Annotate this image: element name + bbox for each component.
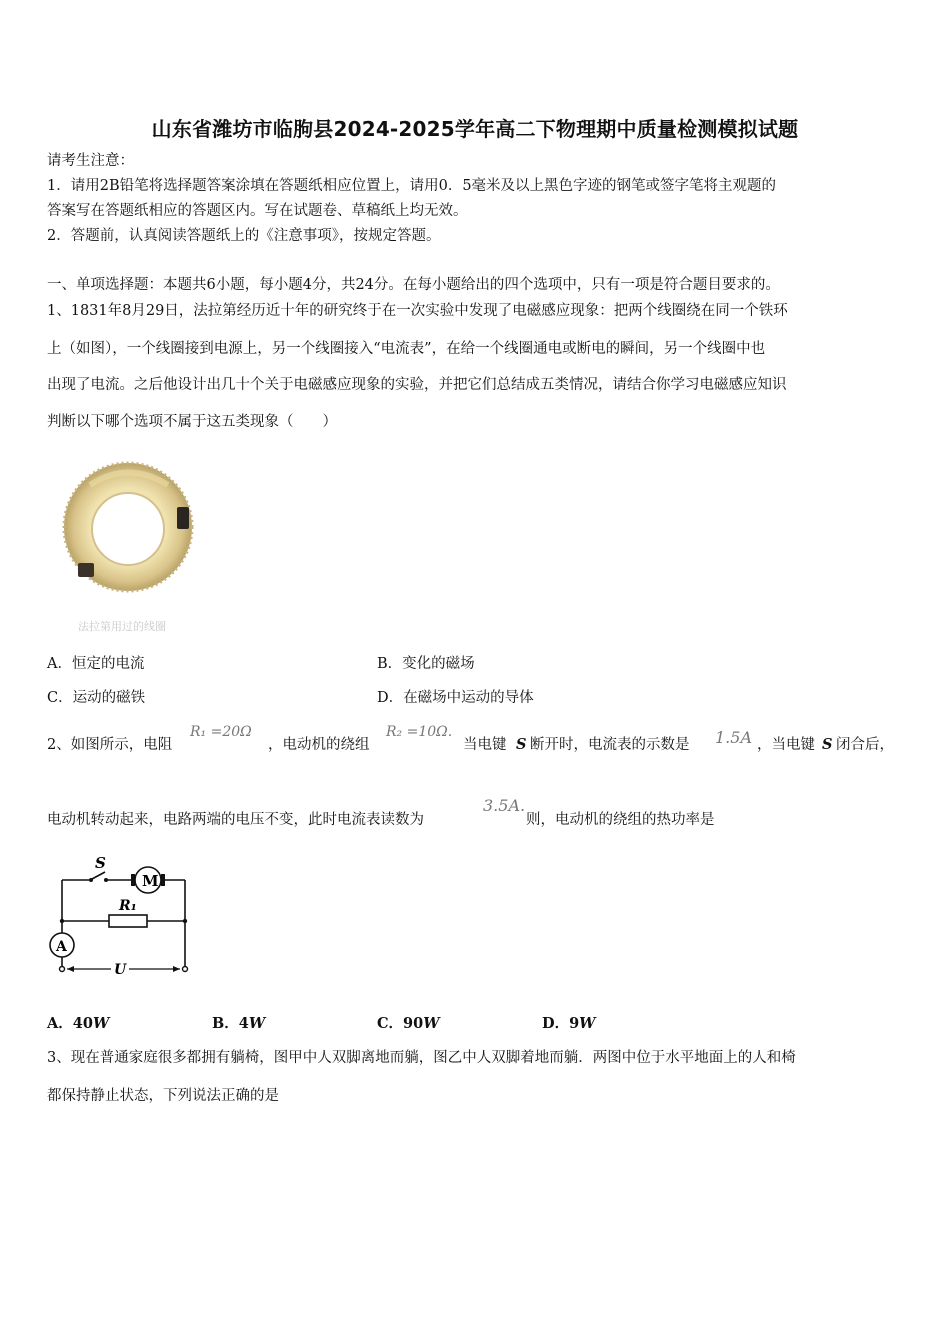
- q2-text-6: 闭合后，: [836, 737, 894, 753]
- q2-current-1: 1.5A: [715, 728, 752, 747]
- notice-line-1b: 答案写在答题纸相应的答题区内。写在试题卷、草稿纸上均无效。: [47, 203, 468, 219]
- circuit-diagram: [45, 852, 195, 982]
- terminal-left: [60, 967, 65, 972]
- q2-text-5: ，当电键: [757, 737, 815, 753]
- q2-option-a: A．40W: [47, 1015, 110, 1032]
- switch-blade: [92, 872, 105, 879]
- q2-text-1: 2、如图所示，电阻: [47, 737, 173, 753]
- faraday-coil-image: [50, 455, 210, 635]
- q2-line-2a: 电动机转动起来，电路两端的电压不变，此时电流表读数为: [47, 812, 424, 828]
- q2-text-3: 当电键: [463, 737, 507, 753]
- q1-option-d: D．在磁场中运动的导体: [377, 690, 534, 706]
- q2-option-d: D．9W: [542, 1015, 596, 1032]
- q2-text-4: 断开时，电流表的示数是: [530, 737, 690, 753]
- coil-terminal: [177, 507, 189, 529]
- page-title: 山东省潍坊市临朐县2024-2025学年高二下物理期中质量检测模拟试题: [151, 117, 799, 141]
- resistor-symbol: [109, 915, 147, 927]
- junction-dot: [60, 919, 64, 923]
- notice-line-2: 2．答题前，认真阅读答题纸上的《注意事项》，按规定答题。: [47, 228, 441, 244]
- q1-line-1: 1、1831年8月29日，法拉第经历近十年的研究终于在一次实验中发现了电磁感应现象：把两个线圈绕在同一个铁环: [47, 303, 788, 319]
- notice-heading: 请考生注意：: [47, 153, 134, 169]
- ammeter-label: A: [56, 939, 67, 955]
- arrowhead-right: [173, 966, 180, 972]
- q2-r1-formula: R₁ =20Ω: [190, 724, 252, 740]
- q1-line-3: 出现了电流。之后他设计出几十个关于电磁感应现象的实验，并把它们总结成五类情况，请结合你学习电磁感应知识: [47, 377, 787, 393]
- iron-ring-illustration: [50, 455, 210, 635]
- q2-switch-s2: S: [822, 736, 833, 753]
- q2-option-b: B．4W: [212, 1015, 266, 1032]
- q1-option-c: C．运动的磁铁: [47, 690, 146, 706]
- switch-label: S: [95, 854, 106, 872]
- resistor-label: R₁: [119, 898, 137, 914]
- q2-text-2: ，电动机的绕组: [268, 737, 370, 753]
- motor-brush: [161, 874, 165, 886]
- coil-terminal: [78, 563, 94, 577]
- image-caption: 法拉第用过的线圈: [78, 620, 166, 633]
- q2-option-c: C．90W: [377, 1015, 440, 1032]
- q2-line-2b: 则，电动机的绕组的热功率是: [526, 812, 715, 828]
- q1-line-2: 上（如图），一个线圈接到电源上，另一个线圈接入“电流表”，在给一个线圈通电或断电的瞬间，另一个线圈中也: [47, 341, 766, 357]
- junction-dot: [183, 919, 187, 923]
- q1-option-b: B．变化的磁场: [377, 656, 475, 672]
- arrowhead-left: [67, 966, 74, 972]
- q2-switch-s1: S: [516, 736, 527, 753]
- notice-line-1a: 1．请用2B铅笔将选择题答案涂填在答题纸相应位置上，请用0．5毫米及以上黑色字迹的钢笔或签字笔将主观题的: [47, 178, 777, 194]
- q1-option-a: A．恒定的电流: [47, 656, 145, 672]
- q3-line-1: 3、现在普通家庭很多都拥有躺椅，图甲中人双脚离地而躺，图乙中人双脚着地而躺．两图中位于水平地面上的人和椅: [47, 1050, 796, 1066]
- q2-current-2: 3.5A.: [483, 796, 526, 815]
- terminal-right: [183, 967, 188, 972]
- q3-line-2: 都保持静止状态，下列说法正确的是: [47, 1088, 279, 1104]
- section-heading: 一、单项选择题：本题共6小题，每小题4分，共24分。在每小题给出的四个选项中，只有一项是符合题目要求的。: [47, 277, 780, 293]
- q2-r2-formula: R₂ =10Ω.: [386, 724, 453, 740]
- q1-line-4: 判断以下哪个选项不属于这五类现象（ ）: [47, 414, 337, 430]
- voltage-label: U: [114, 962, 127, 978]
- motor-label: M: [142, 872, 159, 890]
